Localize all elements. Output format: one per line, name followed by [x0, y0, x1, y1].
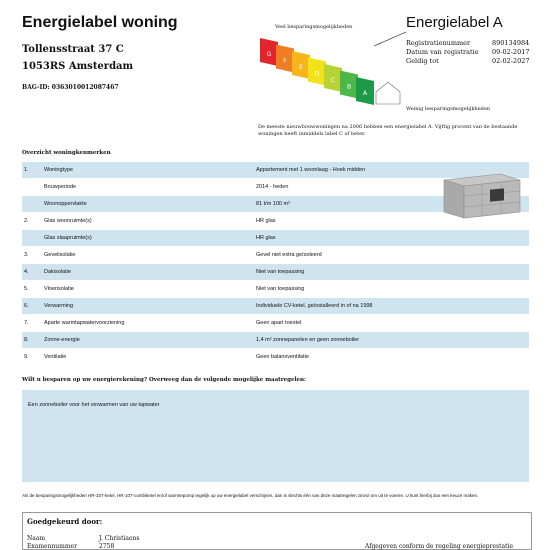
table-row: [22, 264, 529, 281]
table-row: [22, 349, 529, 366]
address-line-1: Tollensstraat 37 C: [22, 44, 124, 55]
row-key: Ventilatie: [44, 354, 67, 360]
page-title: Energielabel woning: [22, 14, 178, 31]
row-number: 5.: [24, 286, 29, 292]
scale-letter: A: [362, 90, 368, 97]
advice-question: Wilt u besparen op uw energierekening? Overweeg dan de volgende mogelijke maatregelen:: [22, 377, 307, 383]
advice-box: [22, 390, 529, 482]
meta-key: Datum van registratie: [406, 48, 479, 56]
row-number: 6.: [24, 303, 29, 309]
approval-heading: Goedgekeurd door:: [27, 517, 103, 526]
footnote: Als de besparingsmogelijkheden HR-107-ketel, HR-107-combiketel en/of warmtepomp tegelijk op uw energielabel verschijnen, dan is slechts één van deze maatregelen zinvol om uit te voeren. U kunt hierbij dus een keuze maken.: [22, 493, 479, 498]
row-key: Glas slaapruimte(s): [44, 235, 92, 241]
address-line-2: 1053RS Amsterdam: [22, 61, 134, 72]
row-key: Zonne-energie: [44, 337, 80, 343]
scale-letter: E: [299, 64, 303, 71]
scale-top-caption: Veel besparingsmogelijkheden: [275, 24, 353, 30]
energy-scale-graphic: [258, 30, 408, 110]
row-number: 8.: [24, 337, 29, 343]
meta-key: Geldig tot: [406, 57, 439, 65]
row-key: Dakisolatie: [44, 269, 71, 275]
exam-value: 2758: [99, 543, 115, 550]
scale-letter: B: [346, 83, 352, 91]
row-value: Niet van toepassing: [256, 269, 305, 275]
meta-value: 02-02-2027: [492, 57, 530, 65]
advice-item: Een zonneboiler voor het verwarmen van uw tapwater: [28, 402, 160, 408]
scale-letter: D: [314, 70, 320, 78]
row-value: Gevel niet extra geïsoleerd: [256, 252, 322, 258]
row-key: Verwarming: [44, 303, 74, 309]
row-value: 2014 - heden: [256, 184, 289, 190]
table-row: [22, 247, 529, 264]
row-value: Niet van toepassing: [256, 286, 305, 292]
row-key: Aparte warmtapwatervoorziening: [44, 320, 125, 326]
row-number: 2.: [24, 218, 29, 224]
approval-box: [22, 512, 532, 550]
pointer-line: [374, 32, 406, 46]
row-value: 1,4 m² zonnepanelen en geen zonneboiler: [256, 337, 360, 343]
row-number: 9.: [24, 354, 29, 360]
table-row: [22, 315, 529, 332]
meta-value: 890134984: [492, 39, 530, 47]
row-number: 7.: [24, 320, 29, 326]
row-value: Geen apart toestel: [256, 320, 302, 326]
conformity-text: Afgegeven conform de regeling energieprestatie: [365, 543, 513, 550]
table-row: [22, 332, 529, 349]
row-value: 81 t/m 100 m²: [256, 201, 290, 207]
table-row: [22, 281, 529, 298]
table-row: [22, 298, 529, 315]
row-key: Woonoppervlakte: [44, 201, 87, 207]
name-value: J. Christiaens: [99, 535, 140, 542]
label-meta-row: [406, 48, 532, 57]
scale-letter: C: [330, 77, 336, 84]
label-meta: [406, 39, 532, 66]
scale-bottom-caption: Weinig besparingsmogelijkheden: [406, 106, 491, 112]
label-meta-row: [406, 39, 532, 48]
scale-letter: F: [283, 57, 287, 65]
row-value: Individuele CV-ketel, geïnstalleerd in of na 1998: [256, 303, 373, 309]
row-key: Vloerisolatie: [44, 286, 74, 292]
exam-label: Examennummer: [27, 543, 77, 550]
row-number: 1.: [24, 167, 29, 173]
bag-id: BAG-ID: 0363010012087467: [22, 84, 119, 91]
name-label: Naam: [27, 535, 46, 542]
intro-text: De meeste nieuwbouwwoningen na 2006 hebben een energielabel A. Vijftig procent van de bestaande woningen heeft inmiddels label C of beter.: [258, 124, 518, 137]
label-meta-row: [406, 57, 532, 66]
row-value: Appartement met 1 woonlaag - Hoek midden: [256, 167, 366, 173]
house-icon: [376, 82, 400, 104]
meta-key: Registratienummer: [406, 39, 471, 47]
table-row: [22, 230, 529, 247]
row-key: Glas woonruimte(s): [44, 218, 92, 224]
scale-letter: G: [266, 51, 272, 58]
overview-heading: Overzicht woningkenmerken: [22, 150, 111, 156]
building-illustration: [440, 172, 524, 222]
row-number: 3.: [24, 252, 29, 258]
row-key: Bouwperiode: [44, 184, 77, 190]
row-key: Gevelisolatie: [44, 252, 76, 258]
meta-value: 09-02-2017: [492, 48, 530, 56]
row-value: Geen balansventilatie: [256, 354, 309, 360]
row-value: HR glas: [256, 218, 276, 224]
row-value: HR glas: [256, 235, 276, 241]
row-key: Woningtype: [44, 167, 73, 173]
energy-label-title: Energielabel A: [406, 14, 503, 31]
row-number: 4.: [24, 269, 29, 275]
